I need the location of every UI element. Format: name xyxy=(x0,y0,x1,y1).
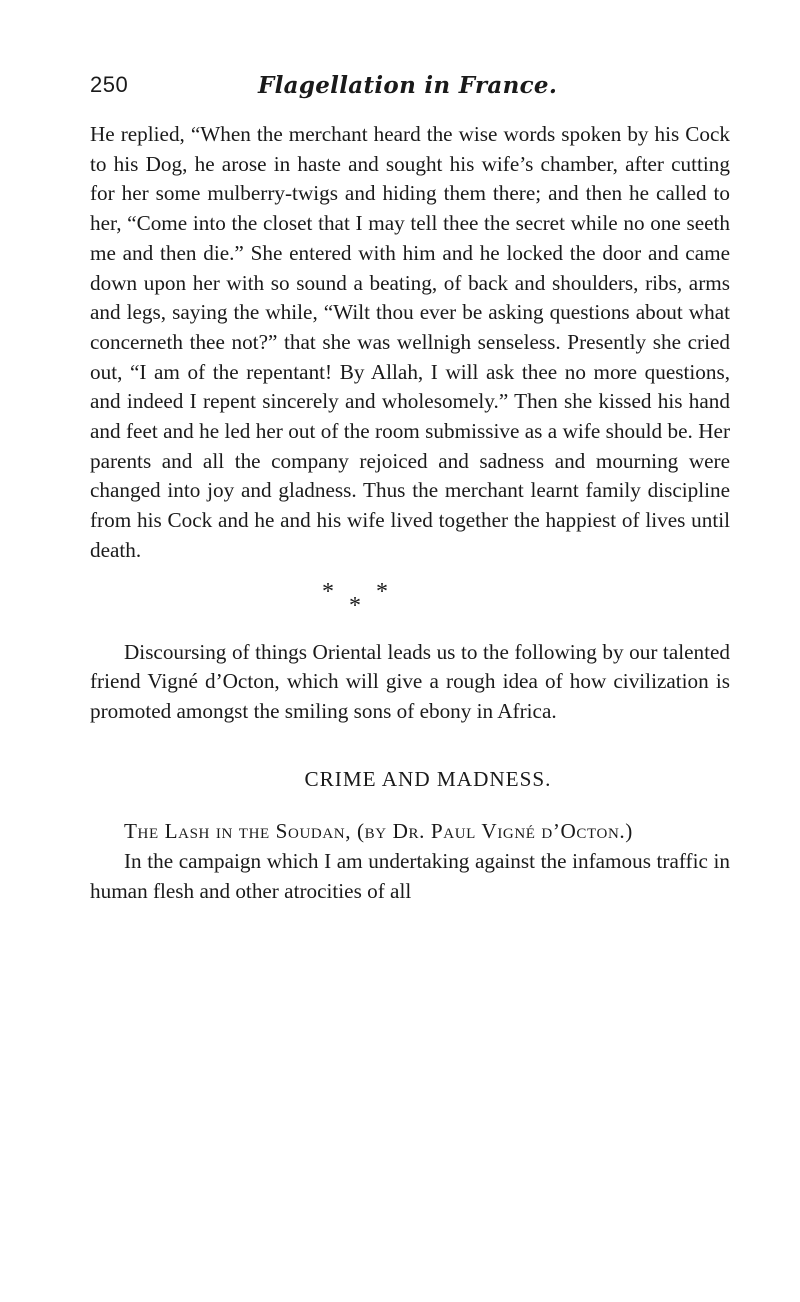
page-header xyxy=(90,72,730,112)
running-title: Flagellation in France. xyxy=(258,72,558,99)
paragraph-introduction: Discoursing of things Oriental leads us to the following by our talented friend Vigné d’Octon, which will give a rough idea of how civilization is promoted amongst the smiling sons of ebony in Africa. xyxy=(90,639,730,723)
paragraph-merchant-story: He replied, “When the merchant heard the wise words spoken by his Cock to his Dog, he arose in haste and sought his wife’s chamber, after cutting for her some mulberry-twigs and hiding them there; and then he called to her, “Come into the closet that I may tell thee the secret while no one seeth me and then die.” She entered with him and he locked the door and came down upon her with so sound a beating, of back and shoulders, ribs, arms and legs, saying the while, “Wilt thou ever be asking questions about what concerneth thee not?” that she was wellnigh senseless. Presently she cried out, “I am of the repentant! By Allah, I will ask thee no more questions, and indeed I repent sincerely and wholesomely.” Then she kissed his hand and feet and he led her out of the room submissive as a wife should be. Her parents and all the company rejoiced and sadness and mourning were changed into joy and gladness. Thus the merchant learnt family discipline from his Cock and he and his wife lived together the happiest of lives until death. xyxy=(90,122,730,562)
page-number: 250 xyxy=(90,72,129,97)
section-title: CRIME AND MADNESS. xyxy=(304,766,552,791)
asterisk: * xyxy=(322,578,334,605)
book-page xyxy=(90,72,730,906)
section-byline: The Lash in the Soudan, (by Dr. Paul Vigné d’Octon.) xyxy=(124,819,633,844)
asterism-divider xyxy=(90,568,730,638)
asterisk: * xyxy=(349,592,361,619)
asterisk: * xyxy=(376,578,388,605)
paragraph-campaign: In the campaign which I am undertaking against the infamous traffic in human flesh and other atrocities of all xyxy=(90,849,730,903)
body-text xyxy=(90,120,730,906)
